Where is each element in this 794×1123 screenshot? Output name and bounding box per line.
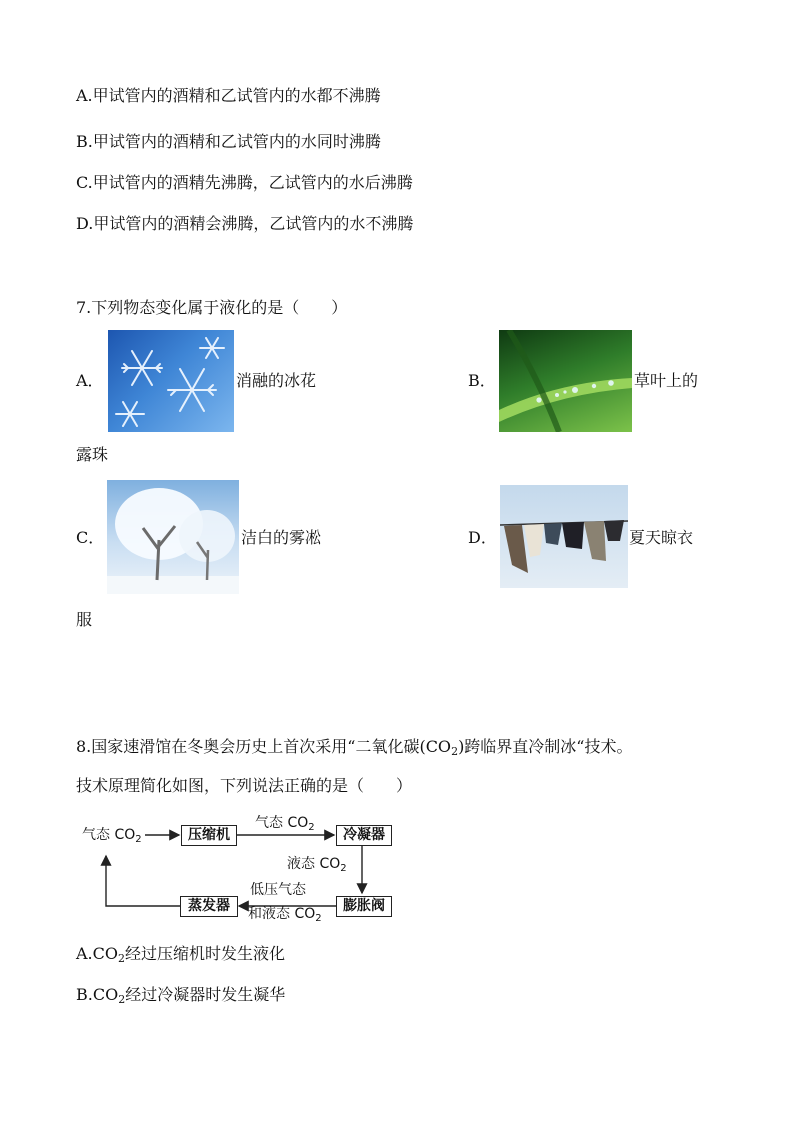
q8-stem-line2: 技术原理简化如图，下列说法正确的是（ ） — [76, 776, 413, 795]
q7-option-a-text: 消融的冰花 — [236, 371, 317, 390]
q6-option-c: C.甲试管内的酒精先沸腾，乙试管内的水后沸腾 — [76, 173, 413, 192]
q6-option-d: D.甲试管内的酒精会沸腾，乙试管内的水不沸腾 — [76, 214, 414, 233]
q7-option-b-letter: B． — [468, 371, 496, 390]
q7-option-c-letter: C． — [76, 528, 105, 547]
q8-option-a: $A.CO_2$经过压缩机时发生液化 — [76, 944, 286, 965]
q7-stem: 7.下列物态变化属于液化的是（ ） — [76, 298, 348, 317]
q8-option-b: $B.CO_2$经过冷凝器时发生凝华 — [76, 985, 286, 1006]
q7-option-c-text: 洁白的雾凇 — [241, 528, 322, 547]
expansion-valve-box: 膨胀阀 — [336, 896, 392, 917]
q7-option-d-text: 夏天晾衣 — [629, 528, 694, 547]
gaseous-co2-start-label: 气态 $CO_2$ — [82, 827, 142, 845]
compressor-box: 压缩机 — [181, 825, 237, 846]
q7-option-d-letter: D． — [468, 528, 497, 547]
q7-option-d-wrap: 服 — [76, 610, 93, 629]
q7-option-b-text: 草叶上的 — [634, 371, 699, 390]
q7-option-b-wrap: 露珠 — [76, 445, 109, 464]
arrow-label-liquid-co2-2: 和液态 $CO_2$ — [248, 906, 322, 924]
q8-stem-line1: 8.国家速滑馆在冬奥会历史上首次采用“二氧化碳$(CO_2)$跨临界直冷制冰“技术。 — [76, 737, 633, 758]
evaporator-box: 蒸发器 — [180, 896, 238, 917]
q7-option-a-letter: A． — [76, 371, 104, 390]
q6-option-b: B.甲试管内的酒精和乙试管内的水同时沸腾 — [76, 132, 381, 151]
arrow-label-low-pressure: 低压气态 — [250, 882, 306, 898]
q6-option-a: A.甲试管内的酒精和乙试管内的水都不沸腾 — [76, 86, 381, 105]
arrow-label-gaseous-co2: 气态 $CO_2$ — [255, 815, 315, 833]
arrow-label-liquid-co2: 液态 $CO_2$ — [287, 856, 347, 874]
condenser-box: 冷凝器 — [336, 825, 392, 846]
